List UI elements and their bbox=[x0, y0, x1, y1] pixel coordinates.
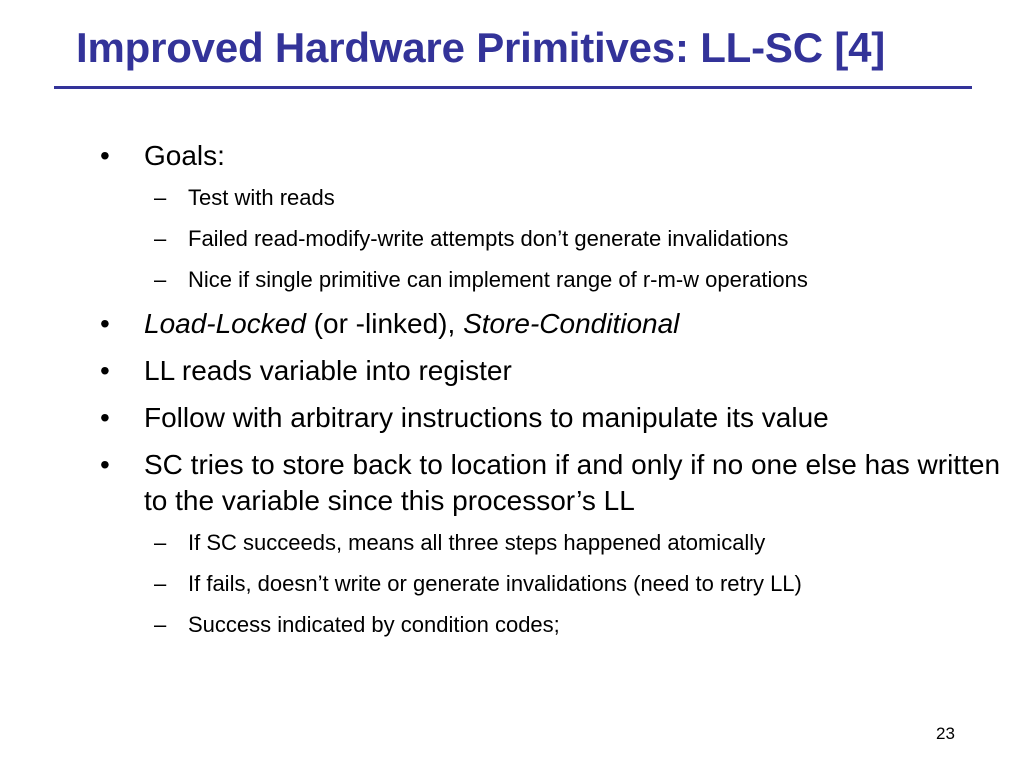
bullet-text: LL reads variable into register bbox=[144, 355, 512, 386]
sub-bullet-goal-1 bbox=[100, 183, 1000, 213]
bullet-goals bbox=[100, 138, 1000, 174]
bullet-marker: • bbox=[100, 308, 110, 339]
goals-sublist bbox=[100, 183, 1000, 295]
dash-marker: – bbox=[154, 226, 167, 251]
slide-content bbox=[100, 138, 1000, 651]
bullet-text: Follow with arbitrary instructions to manipulate its value bbox=[144, 402, 829, 433]
sub-bullet-goal-3 bbox=[100, 265, 1000, 295]
dash-marker: – bbox=[154, 530, 167, 555]
bullet-ll-reads bbox=[100, 353, 1000, 389]
term-connector: (or -linked), bbox=[305, 308, 464, 339]
sub-bullet-text: Test with reads bbox=[188, 185, 335, 210]
bullet-text: SC tries to store back to location if and only if no one else has written to the variable since this processor’s LL bbox=[144, 449, 1001, 516]
sub-bullet-sc-2 bbox=[100, 569, 1000, 599]
dash-marker: – bbox=[154, 612, 167, 637]
page-number: 23 bbox=[936, 724, 955, 743]
sub-bullet-goal-2 bbox=[100, 224, 1000, 254]
term-store-conditional: Store-Conditional bbox=[463, 308, 680, 339]
bullet-follow bbox=[100, 400, 1000, 436]
bullet-marker: • bbox=[100, 140, 110, 171]
bullet-sc-tries bbox=[100, 447, 1000, 519]
dash-marker: – bbox=[154, 571, 167, 596]
bullet-text: Goals: bbox=[144, 140, 225, 171]
bullet-marker: • bbox=[100, 402, 110, 433]
sub-bullet-text: If fails, doesn’t write or generate invalidations (need to retry LL) bbox=[188, 571, 802, 596]
sub-bullet-sc-1 bbox=[100, 528, 1000, 558]
sub-bullet-text: If SC succeeds, means all three steps happened atomically bbox=[188, 530, 766, 555]
dash-marker: – bbox=[154, 185, 167, 210]
bullet-marker: • bbox=[100, 355, 110, 386]
slide-title: Improved Hardware Primitives: LL-SC [4] bbox=[76, 24, 886, 71]
sub-bullet-text: Nice if single primitive can implement range of r-m-w operations bbox=[188, 267, 808, 292]
sub-bullet-text: Success indicated by condition codes; bbox=[188, 612, 560, 637]
sub-bullet-sc-3 bbox=[100, 610, 1000, 640]
bullet-marker: • bbox=[100, 449, 110, 480]
sub-bullet-text: Failed read-modify-write attempts don’t generate invalidations bbox=[188, 226, 789, 251]
bullet-ll-sc bbox=[100, 306, 1000, 342]
term-load-locked: Load-Locked bbox=[144, 308, 306, 339]
dash-marker: – bbox=[154, 267, 167, 292]
sc-sublist bbox=[100, 528, 1000, 640]
title-underline bbox=[54, 86, 972, 89]
